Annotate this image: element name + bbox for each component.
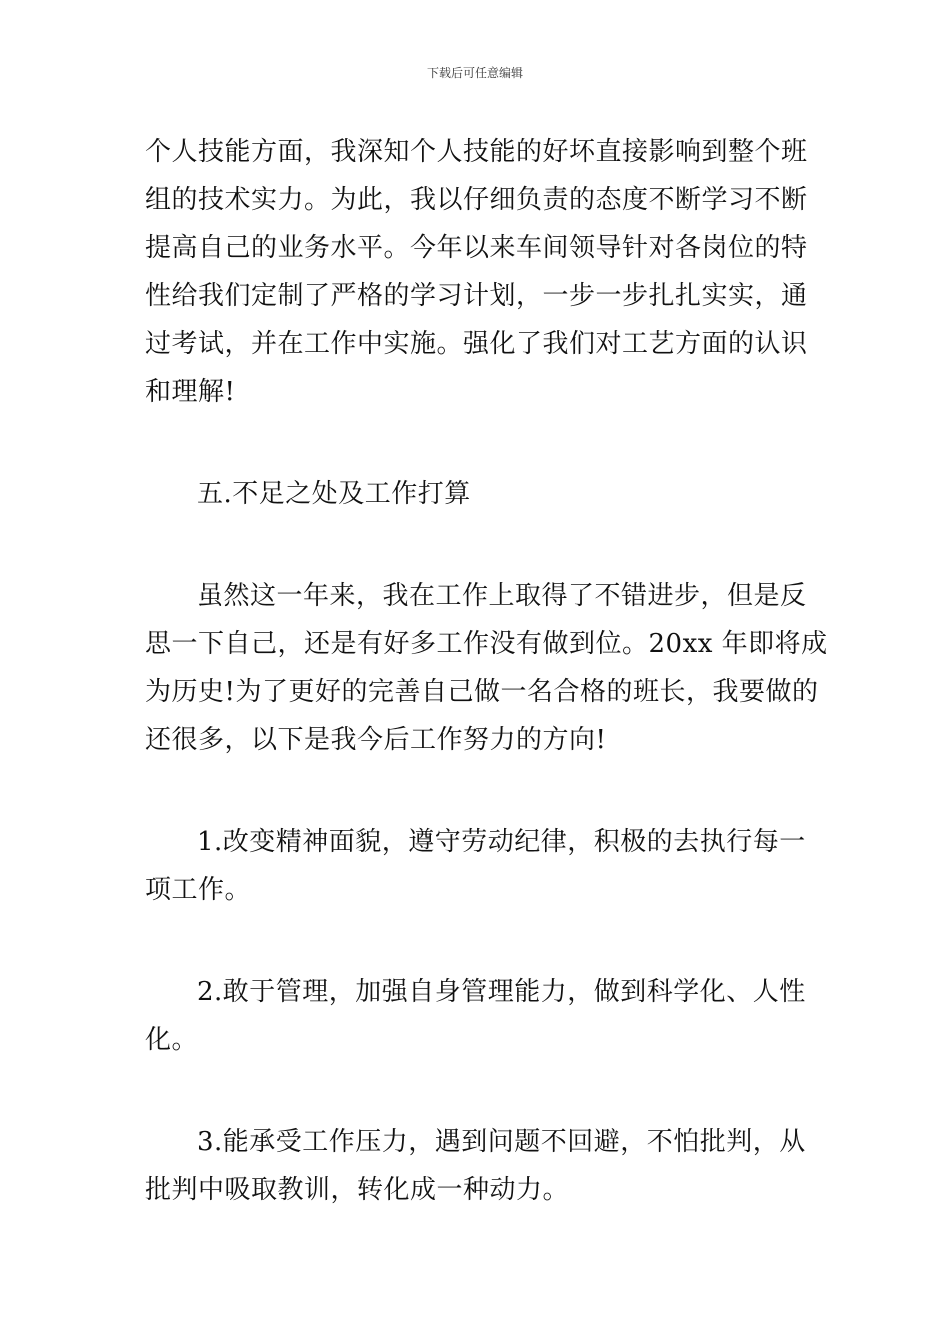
text-line: 项工作。 <box>145 875 252 905</box>
paragraph-skills <box>145 128 807 416</box>
text-line: 提高自己的业务水平。今年以来车间领导针对各岗位的特 <box>145 233 808 263</box>
text-line: 性给我们定制了严格的学习计划，一步一步扎扎实实，通 <box>145 281 808 311</box>
section-heading <box>145 470 807 518</box>
text-line: 和理解! <box>145 377 236 407</box>
paragraph-intro <box>145 572 828 764</box>
text-line: 个人技能方面，我深知个人技能的好坏直接影响到整个班 <box>145 137 808 167</box>
document-body <box>145 128 828 1214</box>
text-line: 思一下自己，还是有好多工作没有做到位。20xx 年即将成 <box>145 629 828 659</box>
text-line: 虽然这一年来，我在工作上取得了不错进步，但是反 <box>197 581 807 611</box>
text-line: 批判中吸取教训，转化成一种动力。 <box>145 1175 570 1205</box>
text-line: 3.能承受工作压力，遇到问题不回避，不怕批判，从 <box>197 1127 806 1157</box>
text-line: 还很多，以下是我今后工作努力的方向! <box>145 725 607 755</box>
text-line: 为历史!为了更好的完善自己做一名合格的班长，我要做的 <box>145 677 819 707</box>
text-line: 过考试，并在工作中实施。强化了我们对工艺方面的认识 <box>145 329 808 359</box>
text-line: 2.敢于管理，加强自身管理能力，做到科学化、人性 <box>197 977 806 1007</box>
text-line: 1.改变精神面貌，遵守劳动纪律，积极的去执行每一 <box>197 827 806 857</box>
text-line: 化。 <box>145 1025 199 1055</box>
list-item-3 <box>145 1118 807 1214</box>
list-item-1 <box>145 818 807 914</box>
text-line: 组的技术实力。为此，我以仔细负责的态度不断学习不断 <box>145 185 808 215</box>
page-header: 下载后可任意编辑 <box>426 66 523 80</box>
section-heading-text: 五.不足之处及工作打算 <box>197 479 471 509</box>
list-item-2 <box>145 968 807 1064</box>
